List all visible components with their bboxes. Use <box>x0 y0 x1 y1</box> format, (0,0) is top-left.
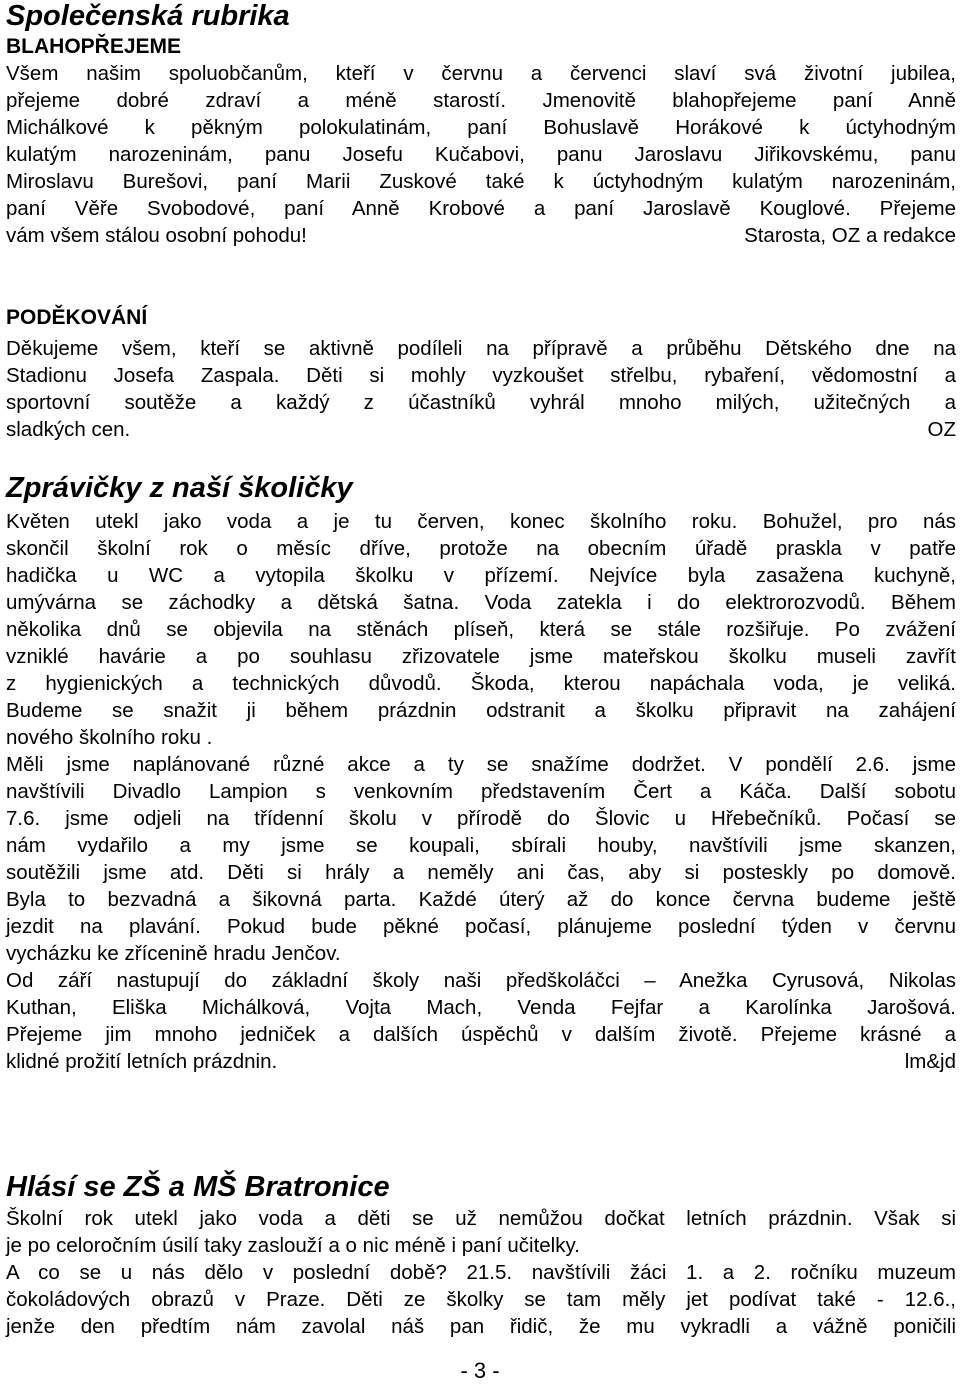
text-line: navštívili Divadlo Lampion s venkovním představením Čert a Káča. Další sobotu <box>6 780 956 803</box>
text-line: Školní rok utekl jako voda a děti se už nemůžou dočkat letních prázdnin. Však si <box>6 1207 956 1230</box>
section-podekovani <box>6 304 956 443</box>
text-line-end: nového školního roku . <box>6 726 213 749</box>
section-title: Hlásí se ZŠ a MŠ Bratronice <box>6 1171 390 1203</box>
text-line: Miroslavu Burešovi, paní Marii Zuskové také k úctyhodným kulatým narozeninám, <box>6 170 956 193</box>
text-line-end: je po celoročním úsilí taky zaslouží a o nic méně i paní učitelky. <box>6 1234 580 1257</box>
text-line: Michálkové k pěkným polokulatinám, paní Bohuslavě Horákové k úctyhodným <box>6 116 956 139</box>
text-line: Všem našim spoluobčanům, kteří v červnu a červenci slaví svá životní jubilea, <box>6 62 956 85</box>
section-subtitle: BLAHOPŘEJEME <box>6 35 182 58</box>
text-line: několika dnů se objevila na stěnách plíseň, která se stále rozšiřuje. Po zvážení <box>6 618 956 641</box>
text-line: umývárna se záchodky a dětská šatna. Voda zatekla i do elektrorozvodů. Během <box>6 591 956 614</box>
text-line: nám vydařilo a my jsme se koupali, sbírali houby, navštívili jsme skanzen, <box>6 834 956 857</box>
section-zs <box>6 1171 956 1340</box>
text-line: Od září nastupují do základní školy naši předškoláčci – Anežka Cyrusová, Nikolas <box>6 969 956 992</box>
text-line: Děkujeme všem, kteří se aktivně podíleli na přípravě a průběhu Dětského dne na <box>6 337 956 360</box>
text-line: soutěžili jsme atd. Děti si hrály a neměly ani čas, aby si posteskly po domově. <box>6 861 956 884</box>
text-line: skončil školní rok o měsíc dříve, protože na obecním úřadě praskla v patře <box>6 537 956 560</box>
text-line: Budeme se snažit ji během prázdnin odstranit a školku připravit na zahájení <box>6 699 956 722</box>
text-line-signed <box>6 222 956 249</box>
text-line-signed <box>6 416 956 443</box>
text-line: paní Věře Svobodové, paní Anně Krobové a paní Jaroslavě Kouglové. Přejeme <box>6 197 956 220</box>
text-line: hadička u WC a vytopila školku v přízemí. Nejvíce byla zasažena kuchyně, <box>6 564 956 587</box>
text-line: A co se u nás dělo v poslední době? 21.5. navštívili žáci 1. a 2. ročníku muzeum <box>6 1261 956 1284</box>
text-line: Měli jsme naplánované různé akce a ty se snažíme dodržet. V pondělí 2.6. jsme <box>6 753 956 776</box>
text-line: jezdit na plavání. Pokud bude pěkné počasí, plánujeme poslední týden v červnu <box>6 915 956 938</box>
signature: OZ <box>927 418 956 441</box>
text-line: Kuthan, Eliška Michálková, Vojta Mach, Venda Fejfar a Karolínka Jarošová. <box>6 996 956 1019</box>
text-line: čokoládových obrazů v Praze. Děti ze školky se tam měly jet podívat také - 12.6., <box>6 1288 956 1311</box>
section-title: Společenská rubrika <box>6 0 290 32</box>
text-line-end: vám všem stálou osobní pohodu! <box>6 224 307 247</box>
text-line-signed <box>6 1048 956 1075</box>
text-line-end: klidné prožití letních prázdnin. <box>6 1050 278 1073</box>
text-line: Byla to bezvadná a šikovná parta. Každé úterý až do konce června budeme ještě <box>6 888 956 911</box>
signature: lm&jd <box>904 1050 956 1073</box>
signature: Starosta, OZ a redakce <box>744 224 956 247</box>
text-line: jenže den předtím nám zavolal náš pan řidič, že mu vykradli a vážně poničili <box>6 1315 956 1338</box>
text-line: sportovní soutěže a každý z účastníků vyhrál mnoho milých, užitečných a <box>6 391 956 414</box>
page-number: - 3 - <box>460 1358 500 1383</box>
text-line: Květen utekl jako voda a je tu červen, konec školního roku. Bohužel, pro nás <box>6 510 956 533</box>
text-line: 7.6. jsme odjeli na třídenní školu v přírodě do Šlovic u Hřebečníků. Počasí se <box>6 807 956 830</box>
section-title: PODĚKOVÁNÍ <box>6 306 148 329</box>
text-line: kulatým narozeninám, panu Josefu Kučabovi, panu Jaroslavu Jiřikovskému, panu <box>6 143 956 166</box>
text-line: vzniklé havárie a po souhlasu zřizovatele jsme mateřskou školku museli zavřít <box>6 645 956 668</box>
text-line-end: sladkých cen. <box>6 418 131 441</box>
section-title: Zprávičky z naší školičky <box>6 472 353 504</box>
text-line: Přejeme jim mnoho jedniček a dalších úspěchů v dalším životě. Přejeme krásné a <box>6 1023 956 1046</box>
text-line: přejeme dobré zdraví a méně starostí. Jmenovitě blahopřejeme paní Anně <box>6 89 956 112</box>
text-line: z hygienických a technických důvodů. Škoda, kterou napáchala voda, je veliká. <box>6 672 956 695</box>
section-skolicka <box>6 472 956 1075</box>
text-line: Stadionu Josefa Zaspala. Děti si mohly vyzkoušet střelbu, rybaření, vědomostní a <box>6 364 956 387</box>
section-spolecenska <box>6 0 956 249</box>
text-line-end: vycházku ke zřícenině hradu Jenčov. <box>6 942 341 965</box>
